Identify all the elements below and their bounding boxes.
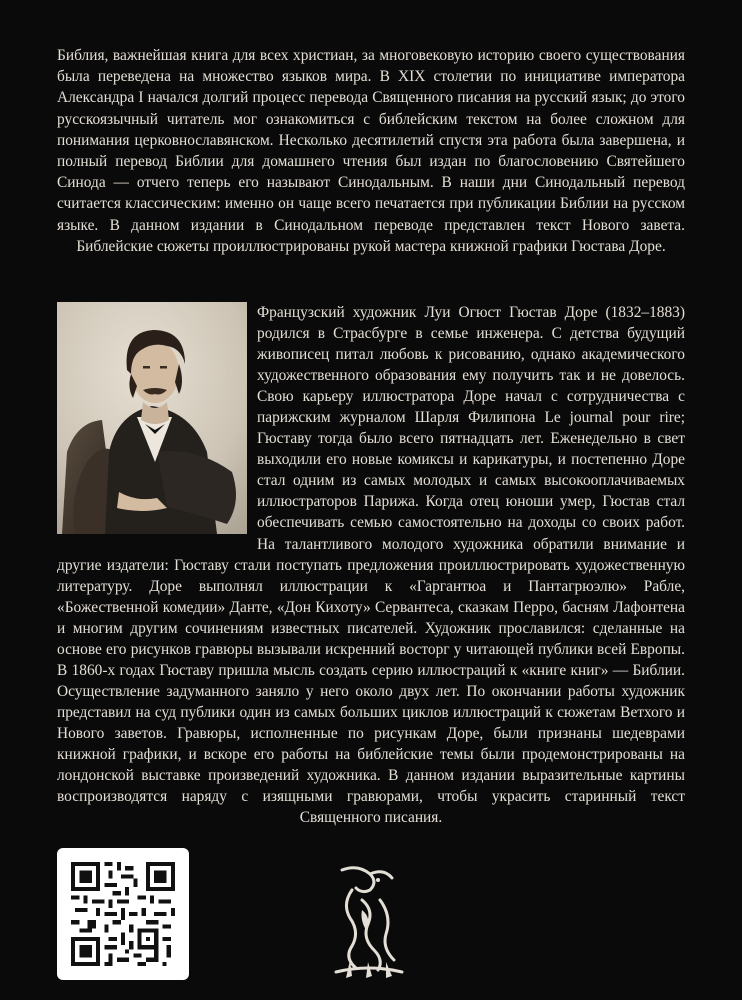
biography-paragraph: Французский художник Луи Огюст Гюстав Доре (1832–1883) родился в Страсбурге в семье инженера. С детства будущий живописец питал любовь к рисованию, однако академического художественного образования ему получить так и не довелось. Свою карьеру иллюстратора Доре начал с сотрудничества с парижским журналом Шарля Филипона Le journal pour rire; Гюставу тогда было всего пятнадцать лет. Еженедельно в свет выходили его новые комиксы и карикатуры, и постепенно Доре стал одним из самых молодых и самых высокооплачиваемых иллюстраторов Парижа. Когда отец юноши умер, Гюстав стал обеспечивать семью самостоятельно на доходы со своих работ. На талантливого молодого художника обратили внимание и другие издатели: Гюставу стали поступать предложения проиллюстрировать художественную литературу. Доре выполнял иллюстрации к «Гаргантюа и Пантагрюэлю» Рабле, «Божественной комедии» Данте, «Дон Кихоту» Сервантеса, сказкам Перро, басням Лафонтена и многим другим сочинениям известных писателей. Художник прославился: сделанные на основе его рисунков гравюры вызывали искренний восторг у читающей публики всей Европы. В 1860-х годах Гюставу пришла мысль создать серию иллюстраций к «книге книг» — Библии. Осуществление задуманного заняло у него около двух лет. По окончании работы художник представил на суд публики один из самых больших циклов иллюстраций к сюжетам Ветхого и Нового заветов. Гравюры, исполненные по рисункам Доре, были признаны шедеврами книжной графики, и вскоре его работы на библейские темы были продемонстрированы на лондонской выставке произведений художника. В данном издании выразительные картины воспроизводятся наряду с изящными гравюрами, чтобы украсить старинный текст Священного писания. [57,304,685,827]
publisher-logo-icon [322,860,414,982]
intro-text [57,45,685,257]
portrait-spacer [57,302,247,538]
intro-paragraph: Библия, важнейшая книга для всех христиан, за многовековую историю своего существования была переведена на множество языков мира. В XIX столетии по инициативе императора Александра I начался долгий процесс перевода Священного писания на русский язык; до этого русскоязычный читатель мог ознакомиться с библейским текстом на более сложном для понимания церковнославянском. Несколько десятилетий спустя эта работа была завершена, и полный перевод Библии для домашнего чтения был издан по благословению Святейшего Синода — отчего теперь его называют Синодальным. В наши дни Синодальный перевод считается классическим: именно он чаще всего печатается при публикации Библии на русском языке. В данном издании в Синодальном переводе представлен текст Нового завета. Библейские сюжеты проиллюстрированы рукой мастера книжной графики Гюстава Доре. [57,47,685,255]
qr-code-icon [71,862,175,966]
qr-code[interactable] [57,848,189,980]
biography-text [57,302,685,828]
